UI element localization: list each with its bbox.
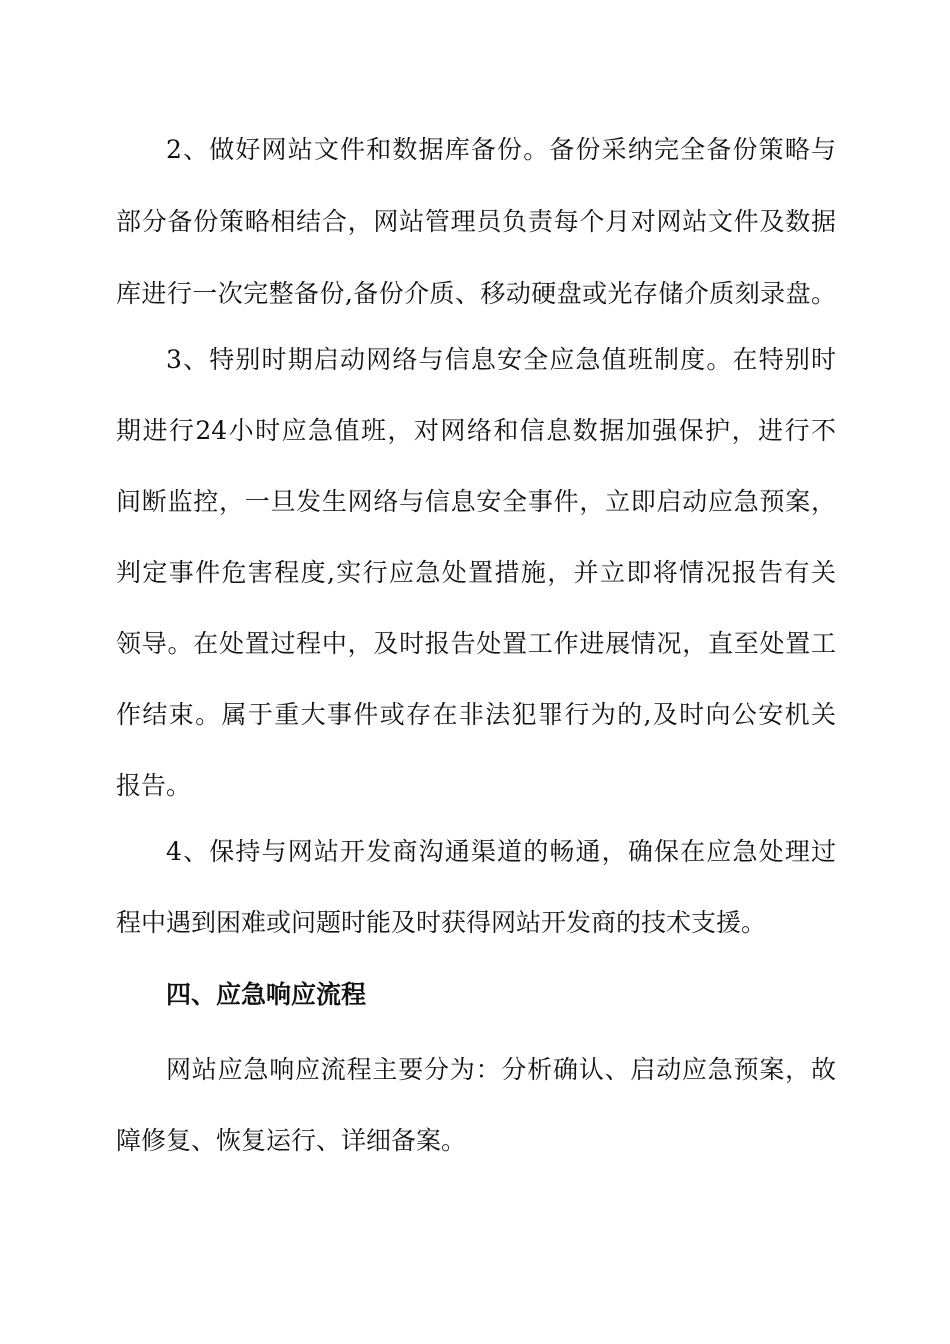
paragraph-5-line-1: 网站应急响应流程主要分为：分析确认、启动应急预案，故 <box>166 1055 836 1084</box>
paragraph-3-line-4: 判定事件危害程度,实行应急处置措施，并立即将情况报告有关 <box>116 558 836 587</box>
paragraph-5-line-2: 障修复、恢复运行、详细备案。 <box>116 1126 467 1155</box>
paragraph-3-line-6: 作结束。属于重大事件或存在非法犯罪行为的,及时向公安机关 <box>116 700 836 729</box>
paragraph-3-line-5: 领导。在处置过程中，及时报告处置工作进展情况，直至处置工 <box>116 629 836 658</box>
paragraph-4-line-1: 4、保持与网站开发商沟通渠道的畅通，确保在应急处理过 <box>166 837 836 866</box>
paragraph-4-line-2: 程中遇到困难或问题时能及时获得网站开发商的技术支援。 <box>116 908 767 937</box>
paragraph-2-line-1: 2、做好网站文件和数据库备份。备份采纳完全备份策略与 <box>166 135 836 164</box>
paragraph-2-line-2: 部分备份策略相结合，网站管理员负责每个月对网站文件及数据 <box>116 207 836 236</box>
section-heading: 四、应急响应流程 <box>166 980 367 1009</box>
paragraph-2-line-3: 库进行一次完整备份,备份介质、移动硬盘或光存储介质刻录盘。 <box>116 279 836 308</box>
paragraph-3-line-7: 报告。 <box>116 771 192 800</box>
paragraph-3-line-1: 3、特别时期启动网络与信息安全应急值班制度。在特别时 <box>166 345 836 374</box>
paragraph-3-line-2: 期进行24小时应急值班，对网络和信息数据加强保护，进行不 <box>116 416 836 445</box>
paragraph-3-line-3: 间断监控，一旦发生网络与信息安全事件，立即启动应急预案， <box>116 487 836 516</box>
